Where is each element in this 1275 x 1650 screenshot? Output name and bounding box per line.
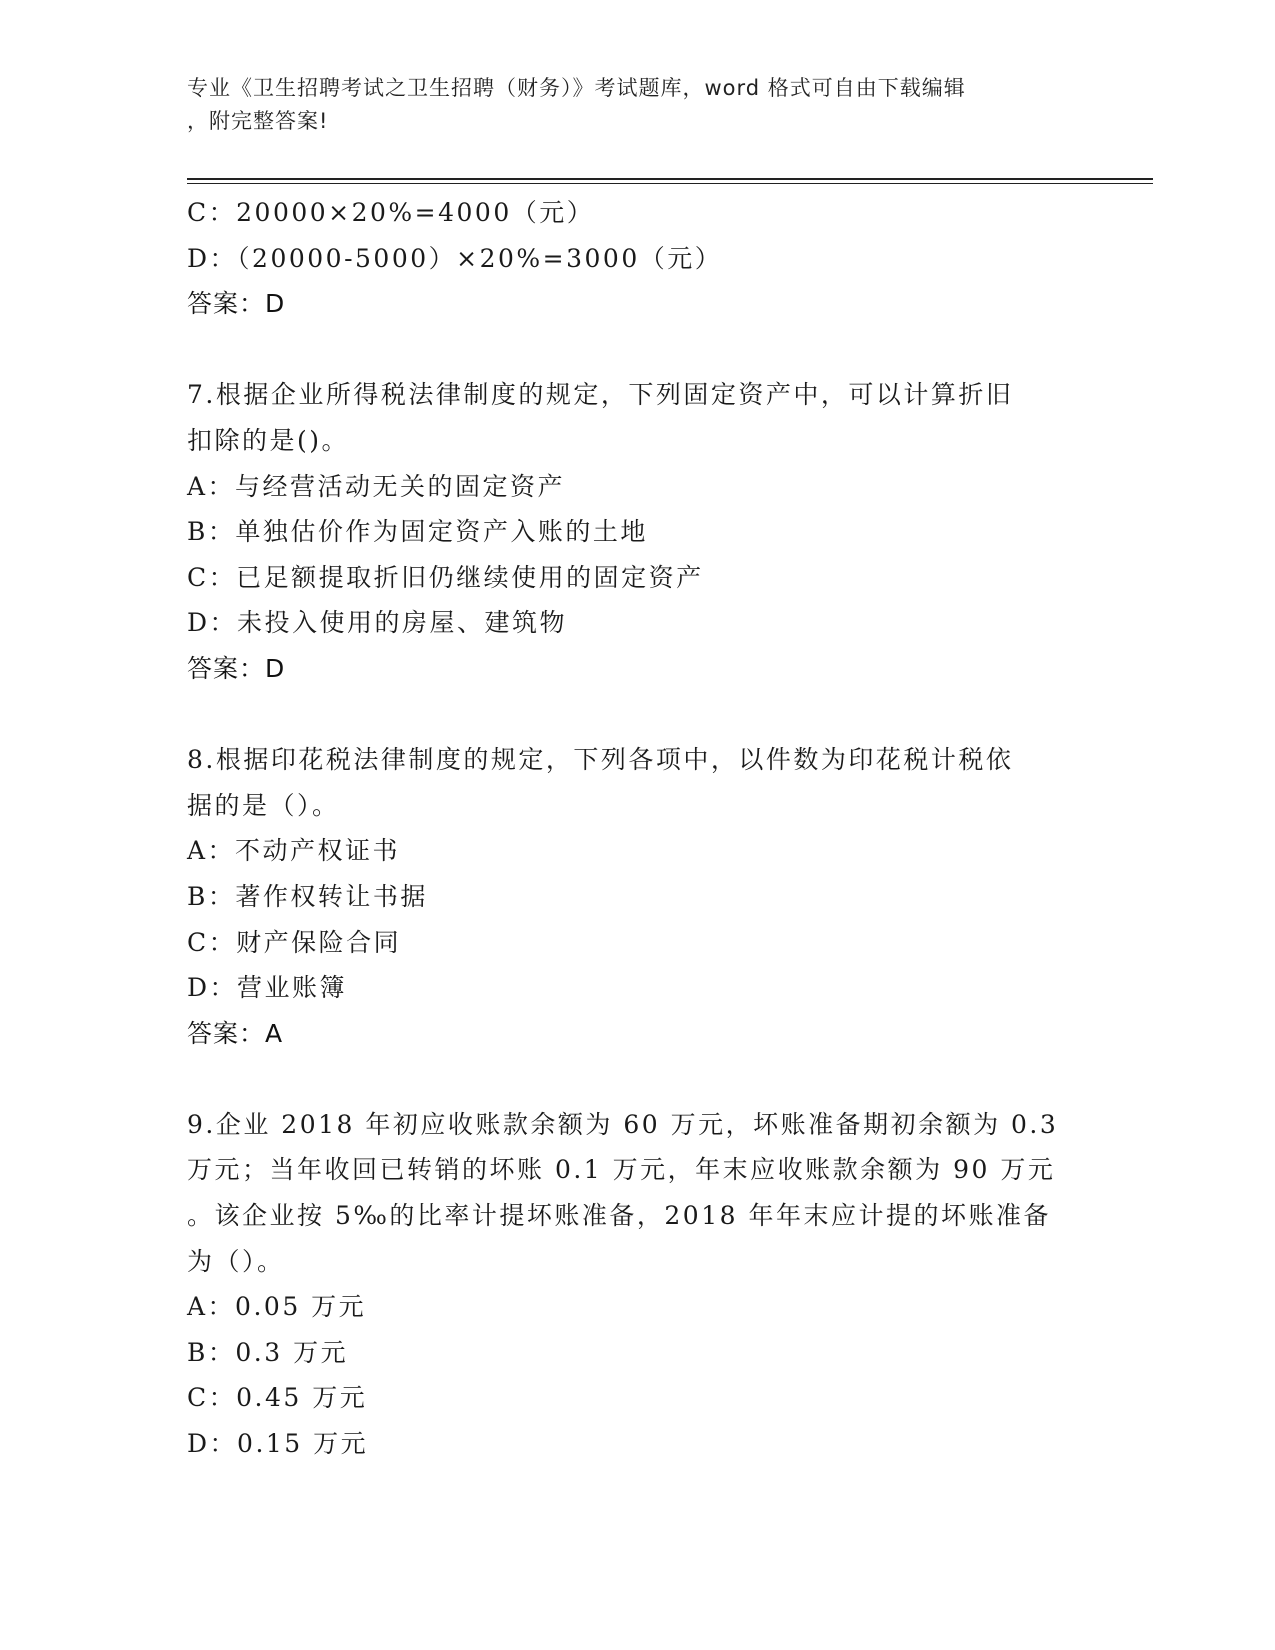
question-stem: 为（）。 bbox=[187, 1246, 285, 1276]
option-d: D：未投入使用的房屋、建筑物 bbox=[187, 608, 568, 638]
answer-line: 答案：A bbox=[187, 1018, 284, 1048]
question-content bbox=[187, 190, 1087, 1467]
option-a: A：与经营活动无关的固定资产 bbox=[187, 471, 566, 501]
option-c: C：财产保险合同 bbox=[187, 927, 402, 957]
answer-line: 答案：D bbox=[187, 653, 286, 683]
option-a: A：0.05 万元 bbox=[187, 1292, 367, 1322]
question-7 bbox=[187, 372, 1087, 691]
spacer bbox=[187, 1056, 1087, 1102]
question-stem: 万元；当年收回已转销的坏账 0.1 万元，年末应收账款余额为 90 万元 bbox=[187, 1155, 1056, 1185]
question-stem: 8.根据印花税法律制度的规定，下列各项中，以件数为印花税计税依 bbox=[187, 745, 1014, 775]
question-stem: 。该企业按 5‰的比率计提坏账准备，2018 年年末应计提的坏账准备 bbox=[187, 1201, 1051, 1231]
question-9 bbox=[187, 1102, 1087, 1467]
header-divider-thin bbox=[187, 183, 1153, 184]
question-stem: 扣除的是()。 bbox=[187, 425, 350, 455]
option-a: A：不动产权证书 bbox=[187, 836, 401, 866]
page-header bbox=[187, 72, 1067, 138]
spacer bbox=[187, 327, 1087, 373]
option-c: C：已足额提取折旧仍继续使用的固定资产 bbox=[187, 562, 704, 592]
option-c: C：20000×20%=4000（元） bbox=[187, 198, 595, 227]
header-line-1: 专业《卫生招聘考试之卫生招聘（财务）》考试题库，word 格式可自由下载编辑 bbox=[187, 76, 966, 100]
option-d: D：营业账簿 bbox=[187, 973, 348, 1003]
header-divider-thick bbox=[187, 178, 1153, 180]
previous-question-tail bbox=[187, 190, 1087, 327]
question-8 bbox=[187, 737, 1087, 1056]
spacer bbox=[187, 692, 1087, 738]
question-stem: 据的是（）。 bbox=[187, 790, 340, 820]
question-stem: 9.企业 2018 年初应收账款余额为 60 万元，坏账准备期初余额为 0.3 bbox=[187, 1109, 1059, 1139]
option-c: C：0.45 万元 bbox=[187, 1383, 368, 1413]
header-line-2: ，附完整答案! bbox=[187, 109, 329, 133]
answer-line: 答案：D bbox=[187, 289, 286, 319]
option-b: B：0.3 万元 bbox=[187, 1337, 349, 1367]
question-stem: 7.根据企业所得税法律制度的规定，下列固定资产中，可以计算折旧 bbox=[187, 380, 1014, 410]
option-b: B：著作权转让书据 bbox=[187, 881, 428, 911]
option-d: D：（20000-5000）×20%=3000（元） bbox=[187, 243, 723, 273]
option-b: B：单独估价作为固定资产入账的土地 bbox=[187, 517, 648, 547]
option-d: D：0.15 万元 bbox=[187, 1429, 369, 1459]
